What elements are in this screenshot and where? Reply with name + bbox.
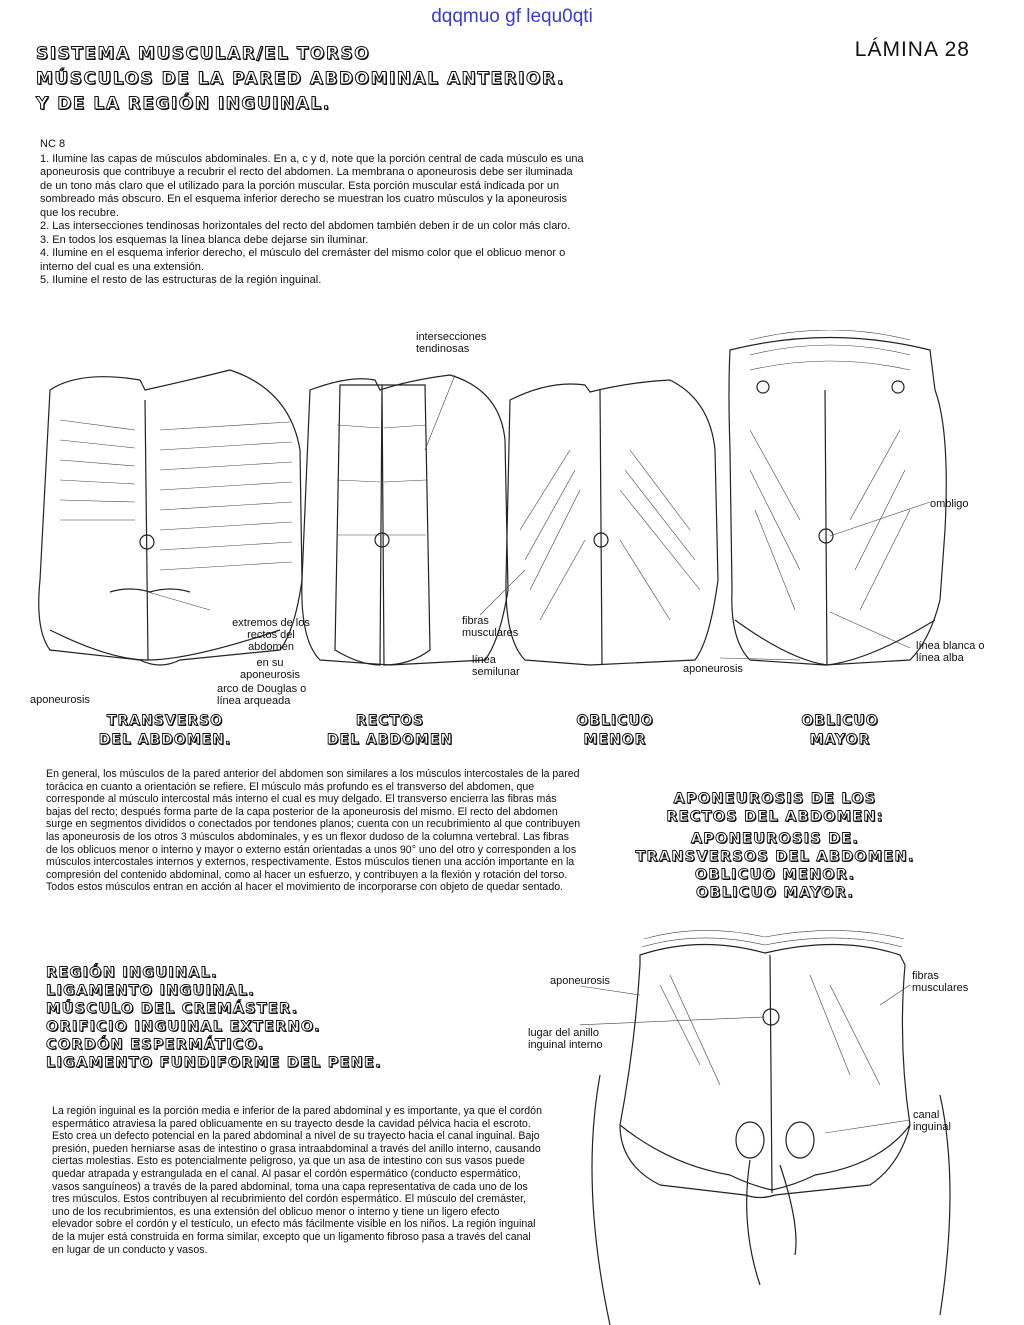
right-title-6: OBLICUO MAYOR. xyxy=(695,885,855,901)
label-extremos: extremos de los rectos del abdomen xyxy=(232,617,310,653)
instruction-3: 3. En todos los esquemas la línea blanca debe dejarse sin iluminar. xyxy=(40,233,369,246)
caption-oblicuo-mayor xyxy=(770,712,910,750)
region-title-3: MÚSCULO DEL CREMÁSTER. xyxy=(46,1001,299,1017)
inguinal-label-fibras: fibras musculares xyxy=(912,970,969,994)
caption-oblicuo-mayor-1: OBLICUO xyxy=(801,713,879,729)
inguinal-label-aponeurosis: aponeurosis xyxy=(550,975,610,987)
caption-rectos-1: RECTOS xyxy=(355,713,425,729)
title-line-3: Y DE LA REGIÓN INGUINAL. xyxy=(36,94,331,114)
caption-transverso-2: DEL ABDOMEN. xyxy=(98,732,232,748)
caption-rectos xyxy=(300,712,480,750)
instruction-4: 4. Ilumine en el esquema inferior derecho, el músculo del cremáster del mismo color que el oblicuo menor o interno del cual es una extensión. xyxy=(40,247,566,273)
figure-oblicuo-menor xyxy=(506,380,718,665)
instructions xyxy=(40,138,585,288)
right-titles xyxy=(610,790,940,902)
region-title-6: LIGAMENTO FUNDIFORME DEL PENE. xyxy=(46,1055,382,1071)
plate-number: LÁMINA 28 xyxy=(854,38,970,61)
instruction-5: 5. Ilumine el resto de las estructuras de la región inguinal. xyxy=(40,274,322,286)
caption-rectos-2: DEL ABDOMEN xyxy=(326,732,454,748)
label-arco: arco de Douglas o línea arqueada xyxy=(217,683,307,707)
title-line-1: SISTEMA MUSCULAR/EL TORSO xyxy=(36,44,371,64)
instruction-1: 1. Ilumine las capas de músculos abdominales. En a, c y d, note que la porción central de cada músculo es una aponeurosis que contribuye a recubrir el recto del abdomen. La membrana o aponeurosis debe ser iluminada de un tono más claro que el utilizado para la porción muscular. Esta porción muscular está indicada por un sombreado más obscuro. En el esquema inferior derecho se muestran los cuatro músculos y la aponeurosis que los recubre. xyxy=(40,152,584,219)
right-title-3: APONEUROSIS DE. xyxy=(690,831,860,847)
abdominal-muscles-illustration xyxy=(30,330,990,710)
caption-transverso-1: TRANSVERSO xyxy=(106,713,224,729)
inguinal-label-canal: canal inguinal xyxy=(913,1109,951,1133)
region-text: La región inguinal es la porción media e inferior de la pared abdominal y es importante, ya que el cordón espermático atraviesa la pared oblicuamente en su trayecto desde la cavidad pélvica hacia el escroto. Esto crea un defecto potencial en la pared abdominal a nivel de su trayecto hacia el canal inguinal. Bajo presión, pueden herniarse asas de intestino o grasa intraabdominal a través del anillo interno, causando ciertas molestias. Esto es potencialmente peligroso, ya que un asa de intestino con sus vasos puede quedar atrapada y estrangulada en el canal. Al pasar el cordón espermático (conducto espermático, vasos sanguíneos) a través de la pared abdominal, toma una capa representativa de cada uno de los tres músculos. Estos contribuyen al recubrimiento del cordón espermático. El músculo del cremáster, uno de los recubrimientos, es una extensión del oblicuo menor o interno y tiene un ligero efecto elevador sobre el cordón y el testículo, un efecto más fácilmente visible en los niños. La región inguinal de la mujer está construida en forma similar, excepto que un ligamento fibroso pasa a través del canal en lugar de un conducto y vasos. xyxy=(52,1105,542,1256)
right-title-5: OBLICUO MENOR. xyxy=(694,867,856,883)
label-intersecciones: intersecciones tendinosas xyxy=(416,331,487,355)
instruction-2: 2. Las intersecciones tendinosas horizontales del recto del abdomen también deben ir de un color más claro. xyxy=(40,220,571,232)
label-aponeurosis-mid: aponeurosis xyxy=(683,663,743,675)
general-text: En general, los músculos de la pared anterior del abdomen son similares a los músculos intercostales de la pared torácica en cuanto a orientación se refiere. El músculo más profundo es el transverso del abdomen, que corresponde al músculo intercostal más interno el cual es muy delgado. El transverso encierra las fibras más bajas del recto; después forma parte de la capa posterior de la aponeurosis del mismo. El recto del abdomen surge en segmentos divididos o conectados por tendones planos; cuenta con un recubrimiento al que contribuyen las aponeurosis de los otros 3 músculos abdominales, y es un flexor dudoso de la columna vertebral. Las fibras de los oblicuos menor o interno y mayor o externo están orientadas a unos 90° uno del otro y corresponden a los músculos intercostales internos y externos, respectivamente. Estos músculos tienen una acción importante en la compresión del contenido abdominal, como al hacer un esfuerzo, y contribuyen a la flexión y rotación del torso. Todos estos músculos entran en acción al hacer el movimiento de incorporarse con objeto de quedar sentado. xyxy=(46,768,581,894)
region-titles xyxy=(46,964,382,1072)
title-line-2: MÚSCULOS DE LA PARED ABDOMINAL ANTERIOR. xyxy=(36,69,565,89)
figure-oblicuo-mayor xyxy=(729,330,946,665)
label-fibras: fibras musculares xyxy=(462,615,519,639)
region-title-5: CORDÓN ESPERMÁTICO. xyxy=(46,1037,265,1053)
label-aponeurosis-left: aponeurosis xyxy=(30,694,90,706)
right-title-2: RECTOS DEL ABDOMEN: xyxy=(666,809,884,825)
caption-oblicuo-menor-1: OBLICUO xyxy=(576,713,654,729)
label-en-su: en su aponeurosis xyxy=(240,657,300,681)
caption-transverso xyxy=(70,712,260,750)
region-title-4: ORIFICIO INGUINAL EXTERNO. xyxy=(46,1019,321,1035)
page-title xyxy=(36,42,565,117)
right-title-4: TRANSVERSOS DEL ABDOMEN. xyxy=(635,849,915,865)
caption-oblicuo-menor xyxy=(545,712,685,750)
label-linea-blanca: línea blanca o línea alba xyxy=(916,640,985,664)
instructions-code: NC 8 xyxy=(40,138,66,150)
region-title-2: LIGAMENTO INGUINAL. xyxy=(46,983,255,999)
caption-oblicuo-menor-2: MENOR xyxy=(583,732,647,748)
region-title-1: REGIÓN INGUINAL. xyxy=(46,965,218,981)
watermark-text: dqqmuo gf lequ0qti xyxy=(431,6,593,27)
caption-oblicuo-mayor-2: MAYOR xyxy=(809,732,871,748)
right-title-1: APONEUROSIS DE LOS xyxy=(673,791,877,807)
inguinal-label-anillo: lugar del anillo inguinal interno xyxy=(528,1027,603,1051)
label-ombligo: ombligo xyxy=(930,498,969,510)
label-linea-semilunar: línea semilunar xyxy=(472,654,520,678)
